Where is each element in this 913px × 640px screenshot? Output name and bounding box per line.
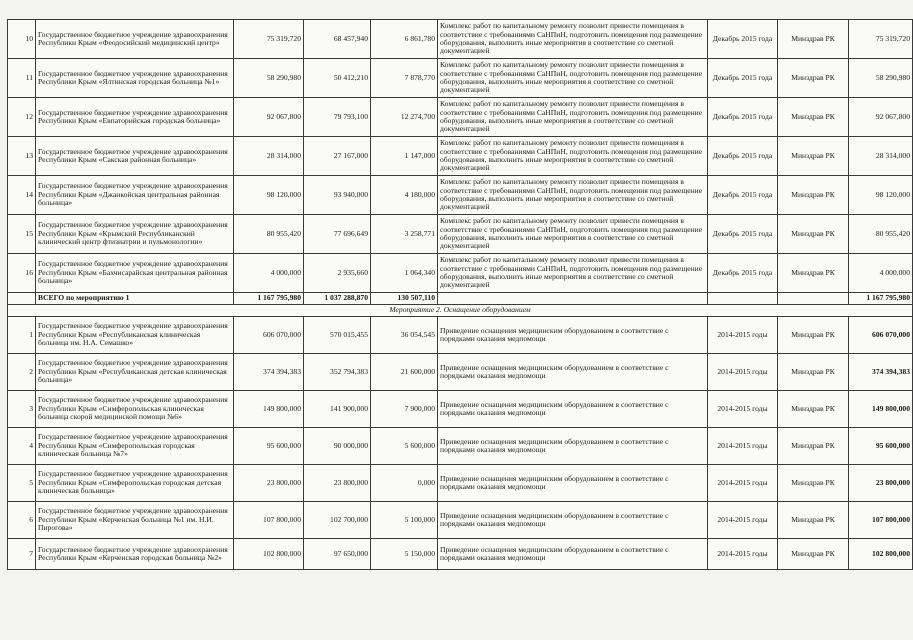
work-description: Приведение оснащения медицинским оборудованием в соответствие с порядками оказания медпомощи <box>438 354 708 391</box>
row-index: 15 <box>8 215 36 254</box>
amount: 107 800,000 <box>849 502 913 539</box>
row-index: 10 <box>8 20 36 59</box>
table-row <box>8 354 913 391</box>
amount: 28 314,000 <box>849 137 913 176</box>
regional-amount: 7 900,000 <box>371 391 438 428</box>
total-amount: 75 319,720 <box>234 20 304 59</box>
term: Декабрь 2015 года <box>708 59 778 98</box>
work-description: Комплекс работ по капитальному ремонту позволит привести помещения в соответствие с требованиями СаНПиН, подготовить помещения под размещение оборудования, выполнить иные мероприятия в соответствие со сметной документацией <box>438 98 708 137</box>
regional-amount: 21 600,000 <box>371 354 438 391</box>
term: Декабрь 2015 года <box>708 98 778 137</box>
row-index: 3 <box>8 391 36 428</box>
responsible: Минздрав РК <box>778 254 849 293</box>
work-description: Комплекс работ по капитальному ремонту позволит привести помещения в соответствие с требованиями СаНПиН, подготовить помещения под размещение оборудования, выполнить иные мероприятия в соответствие со сметной документацией <box>438 137 708 176</box>
table-row <box>8 465 913 502</box>
institution-name: Государственное бюджетное учреждение здравоохранения Республики Крым «Керченская больница №1 им. Н.И. Пирогова» <box>36 502 234 539</box>
term: 2014-2015 годы <box>708 465 778 502</box>
responsible: Минздрав РК <box>778 176 849 215</box>
total-regional: 130 507,110 <box>371 293 438 305</box>
amount: 58 290,980 <box>849 59 913 98</box>
responsible: Минздрав РК <box>778 20 849 59</box>
responsible: Минздрав РК <box>778 502 849 539</box>
federal-amount: 50 412,210 <box>304 59 371 98</box>
federal-amount: 352 794,383 <box>304 354 371 391</box>
regional-amount: 3 258,771 <box>371 215 438 254</box>
institution-name: Государственное бюджетное учреждение здравоохранения Республики Крым «Симферопольская клиническая больница скорой медицинской помощи №6» <box>36 391 234 428</box>
table-row <box>8 317 913 354</box>
row-index: 2 <box>8 354 36 391</box>
row-index: 4 <box>8 428 36 465</box>
total-row <box>8 293 913 305</box>
table-row <box>8 59 913 98</box>
amount: 23 800,000 <box>849 465 913 502</box>
responsible: Минздрав РК <box>778 137 849 176</box>
institution-name: Государственное бюджетное учреждение здравоохранения Республики Крым «Республиканская детская клиническая больница» <box>36 354 234 391</box>
responsible: Минздрав РК <box>778 539 849 570</box>
term: Декабрь 2015 года <box>708 254 778 293</box>
regional-amount: 1 064,340 <box>371 254 438 293</box>
amount: 75 319,720 <box>849 20 913 59</box>
amount: 95 600,000 <box>849 428 913 465</box>
federal-amount: 77 696,649 <box>304 215 371 254</box>
table-row <box>8 137 913 176</box>
work-description: Приведение оснащения медицинским оборудованием в соответствие с порядками оказания медпомощи <box>438 428 708 465</box>
institution-name: Государственное бюджетное учреждение здравоохранения Республики Крым «Феодосийский медицинский центр» <box>36 20 234 59</box>
total-amount: 80 955,420 <box>234 215 304 254</box>
section-title: Мероприятие 2. Оснащение оборудованием <box>8 305 913 317</box>
federal-amount: 27 167,000 <box>304 137 371 176</box>
row-index: 11 <box>8 59 36 98</box>
federal-amount: 93 940,000 <box>304 176 371 215</box>
table-body <box>8 20 913 570</box>
total-term <box>708 293 778 305</box>
row-index: 12 <box>8 98 36 137</box>
total-amount: 107 800,000 <box>234 502 304 539</box>
amount: 92 067,800 <box>849 98 913 137</box>
table-row <box>8 254 913 293</box>
amount: 149 800,000 <box>849 391 913 428</box>
term: Декабрь 2015 года <box>708 176 778 215</box>
term: 2014-2015 годы <box>708 539 778 570</box>
total-amount: 4 000,000 <box>234 254 304 293</box>
regional-amount: 5 600,000 <box>371 428 438 465</box>
total-amount: 92 067,800 <box>234 98 304 137</box>
regional-amount: 4 180,000 <box>371 176 438 215</box>
regional-amount: 0,000 <box>371 465 438 502</box>
work-description: Приведение оснащения медицинским оборудованием в соответствие с порядками оказания медпомощи <box>438 502 708 539</box>
total-amount: 98 120,000 <box>234 176 304 215</box>
institution-name: Государственное бюджетное учреждение здравоохранения Республики Крым «Ялтинская городская больница №1» <box>36 59 234 98</box>
work-description: Комплекс работ по капитальному ремонту позволит привести помещения в соответствие с требованиями СаНПиН, подготовить помещения под размещение оборудования, выполнить иные мероприятия в соответствие со сметной документацией <box>438 20 708 59</box>
amount: 4 000,000 <box>849 254 913 293</box>
work-description: Приведение оснащения медицинским оборудованием в соответствие с порядками оказания медпомощи <box>438 317 708 354</box>
work-description: Приведение оснащения медицинским оборудованием в соответствие с порядками оказания медпомощи <box>438 465 708 502</box>
responsible: Минздрав РК <box>778 465 849 502</box>
total-amount: 102 800,000 <box>234 539 304 570</box>
federal-amount: 68 457,940 <box>304 20 371 59</box>
total-amount: 95 600,000 <box>234 428 304 465</box>
row-index: 13 <box>8 137 36 176</box>
total-label: ВСЕГО по мероприятию 1 <box>36 293 234 305</box>
row-index: 7 <box>8 539 36 570</box>
row-index: 1 <box>8 317 36 354</box>
regional-amount: 5 100,000 <box>371 502 438 539</box>
federal-amount: 97 650,000 <box>304 539 371 570</box>
regional-amount: 1 147,000 <box>371 137 438 176</box>
term: 2014-2015 годы <box>708 317 778 354</box>
table-row <box>8 98 913 137</box>
institution-name: Государственное бюджетное учреждение здравоохранения Республики Крым «Керченская городская больница №2» <box>36 539 234 570</box>
federal-amount: 23 800,000 <box>304 465 371 502</box>
institution-name: Государственное бюджетное учреждение здравоохранения Республики Крым «Сакская районная больница» <box>36 137 234 176</box>
total-amount: 374 394,383 <box>234 354 304 391</box>
term: 2014-2015 годы <box>708 502 778 539</box>
federal-amount: 79 793,100 <box>304 98 371 137</box>
work-description: Комплекс работ по капитальному ремонту позволит привести помещения в соответствие с требованиями СаНПиН, подготовить помещения под размещение оборудования, выполнить иные мероприятия в соответствие со сметной документацией <box>438 215 708 254</box>
responsible: Минздрав РК <box>778 391 849 428</box>
row-index: 6 <box>8 502 36 539</box>
total-federal: 1 037 288,870 <box>304 293 371 305</box>
total-amount: 149 800,000 <box>234 391 304 428</box>
work-description: Комплекс работ по капитальному ремонту позволит привести помещения в соответствие с требованиями СаНПиН, подготовить помещения под размещение оборудования, выполнить иные мероприятия в соответствие со сметной документацией <box>438 254 708 293</box>
total-amount: 606 070,000 <box>234 317 304 354</box>
total-sum: 1 167 795,980 <box>234 293 304 305</box>
amount: 80 955,420 <box>849 215 913 254</box>
work-description: Комплекс работ по капитальному ремонту позволит привести помещения в соответствие с требованиями СаНПиН, подготовить помещения под размещение оборудования, выполнить иные мероприятия в соответствие со сметной документацией <box>438 176 708 215</box>
responsible: Минздрав РК <box>778 317 849 354</box>
responsible: Минздрав РК <box>778 354 849 391</box>
federal-amount: 570 015,455 <box>304 317 371 354</box>
term: Декабрь 2015 года <box>708 20 778 59</box>
total-amount: 28 314,000 <box>234 137 304 176</box>
section-header-row <box>8 305 913 317</box>
institution-name: Государственное бюджетное учреждение здравоохранения Республики Крым «Симферопольская городская детская клиническая больница» <box>36 465 234 502</box>
table-row <box>8 176 913 215</box>
term: 2014-2015 годы <box>708 428 778 465</box>
amount: 98 120,000 <box>849 176 913 215</box>
regional-amount: 7 878,770 <box>371 59 438 98</box>
amount: 102 800,000 <box>849 539 913 570</box>
term: Декабрь 2015 года <box>708 215 778 254</box>
institution-name: Государственное бюджетное учреждение здравоохранения Республики Крым «Джанкойская центральная районная больница» <box>36 176 234 215</box>
responsible: Минздрав РК <box>778 59 849 98</box>
work-description: Комплекс работ по капитальному ремонту позволит привести помещения в соответствие с требованиями СаНПиН, подготовить помещения под размещение оборудования, выполнить иные мероприятия в соответствие со сметной документацией <box>438 59 708 98</box>
responsible: Минздрав РК <box>778 215 849 254</box>
total-amount: 1 167 795,980 <box>849 293 913 305</box>
total-amount: 23 800,000 <box>234 465 304 502</box>
responsible: Минздрав РК <box>778 428 849 465</box>
table-row <box>8 428 913 465</box>
total-amount: 58 290,980 <box>234 59 304 98</box>
federal-amount: 2 935,660 <box>304 254 371 293</box>
institution-name: Государственное бюджетное учреждение здравоохранения Республики Крым «Бахчисарайская центральная районная больница» <box>36 254 234 293</box>
federal-amount: 102 700,000 <box>304 502 371 539</box>
responsible: Минздрав РК <box>778 98 849 137</box>
institution-name: Государственное бюджетное учреждение здравоохранения Республики Крым «Республиканская клиническая больница им. Н.А. Семашко» <box>36 317 234 354</box>
term: Декабрь 2015 года <box>708 137 778 176</box>
work-description: Приведение оснащения медицинским оборудованием в соответствие с порядками оказания медпомощи <box>438 391 708 428</box>
regional-amount: 6 861,780 <box>371 20 438 59</box>
regional-amount: 36 054,545 <box>371 317 438 354</box>
table-row <box>8 20 913 59</box>
table-row <box>8 502 913 539</box>
federal-amount: 90 000,000 <box>304 428 371 465</box>
total-resp <box>778 293 849 305</box>
term: 2014-2015 годы <box>708 391 778 428</box>
table-row <box>8 391 913 428</box>
amount: 606 070,000 <box>849 317 913 354</box>
regional-amount: 5 150,000 <box>371 539 438 570</box>
institution-name: Государственное бюджетное учреждение здравоохранения Республики Крым «Крымский Республиканский клинический центр фтизиатрии и пульмонологии» <box>36 215 234 254</box>
total-desc <box>438 293 708 305</box>
term: 2014-2015 годы <box>708 354 778 391</box>
work-description: Приведение оснащения медицинским оборудованием в соответствие с порядками оказания медпомощи <box>438 539 708 570</box>
total-index <box>8 293 36 305</box>
table-row <box>8 215 913 254</box>
federal-amount: 141 900,000 <box>304 391 371 428</box>
amount: 374 394,383 <box>849 354 913 391</box>
row-index: 5 <box>8 465 36 502</box>
row-index: 16 <box>8 254 36 293</box>
institution-name: Государственное бюджетное учреждение здравоохранения Республики Крым «Симферопольская городская клиническая больница №7» <box>36 428 234 465</box>
row-index: 14 <box>8 176 36 215</box>
table-row <box>8 539 913 570</box>
program-table <box>7 19 913 570</box>
institution-name: Государственное бюджетное учреждение здравоохранения Республики Крым «Евпаторийская городская больница» <box>36 98 234 137</box>
regional-amount: 12 274,700 <box>371 98 438 137</box>
